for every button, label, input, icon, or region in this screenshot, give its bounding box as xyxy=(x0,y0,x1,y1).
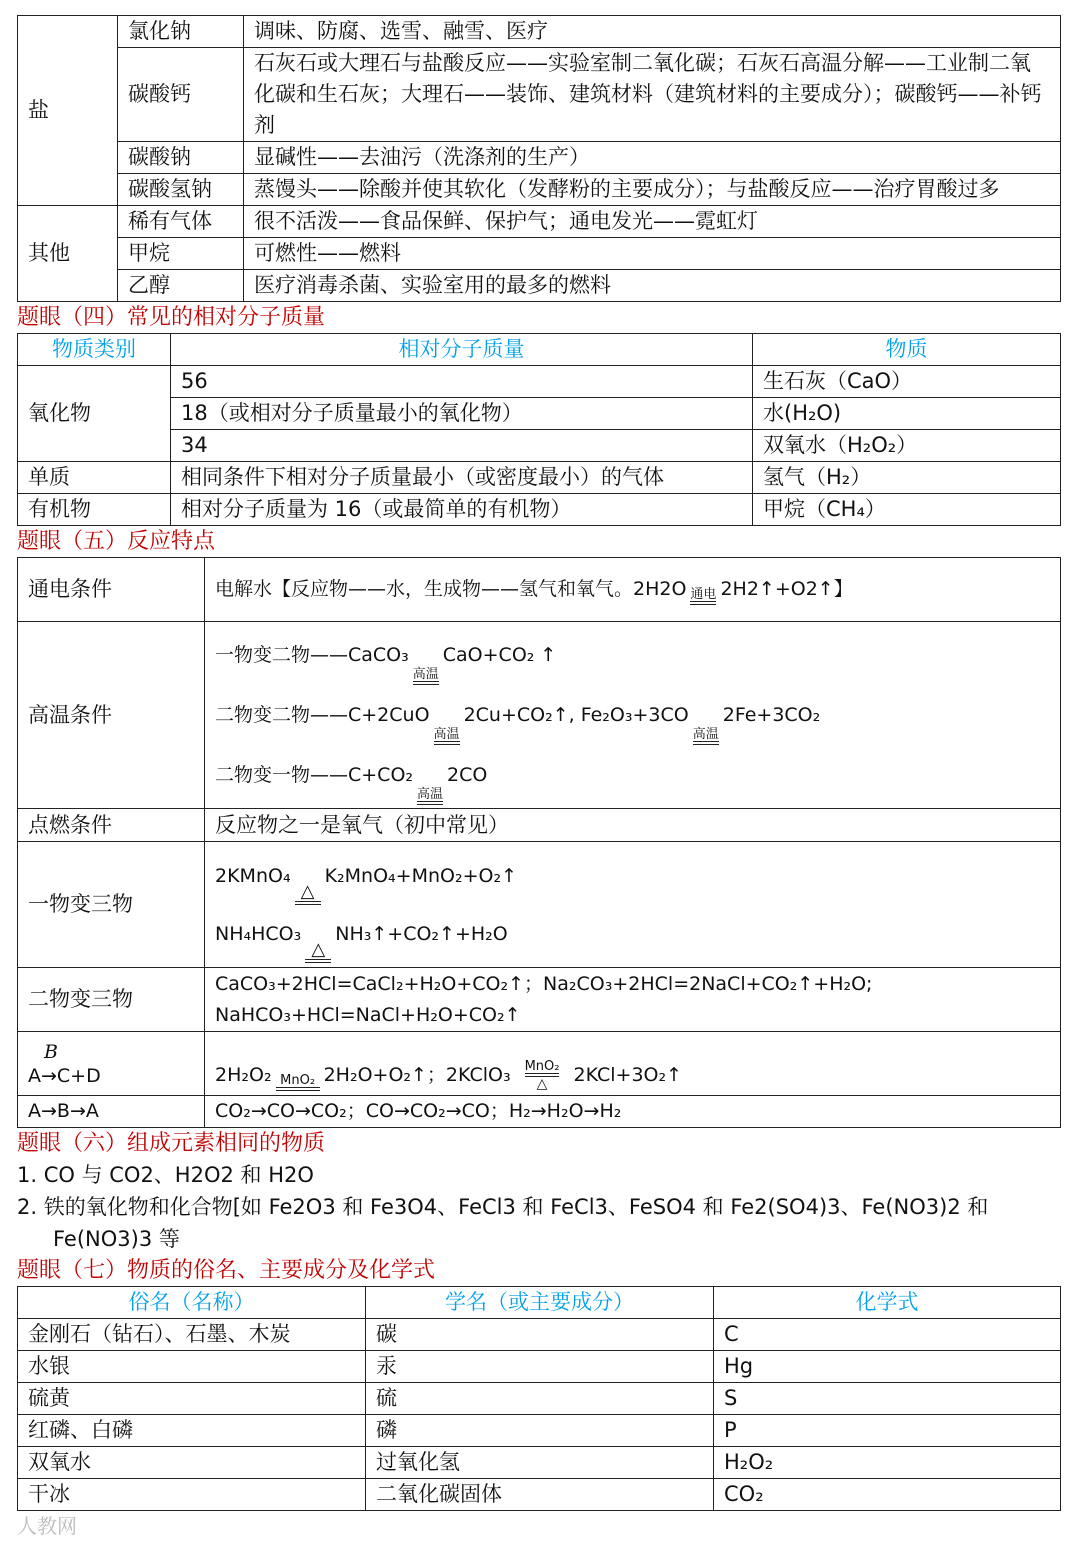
eq: 2KCl+3O₂↑ xyxy=(573,1064,683,1086)
substance: 氢气（H₂） xyxy=(753,462,1061,494)
eq: 二物变二物——C+2CuO xyxy=(215,704,430,726)
eq: 2Cu+CO₂↑, Fe₂O₃+3CO xyxy=(463,704,689,726)
condition-mark xyxy=(525,1060,560,1091)
cond: △ xyxy=(311,938,326,960)
condition-mark xyxy=(690,588,716,605)
cond: 高温 xyxy=(433,727,460,742)
desc: 反应物之一是氧气（初中常见） xyxy=(205,809,1061,842)
cell: 硫黄 xyxy=(18,1383,366,1415)
condition-label: 高温条件 xyxy=(18,622,205,809)
cond: 高温 xyxy=(417,787,444,802)
eq: 一物变二物——CaCO₃ xyxy=(215,644,409,666)
mass: 18（或相对分子质量最小的氧化物） xyxy=(171,398,753,430)
header: 物质 xyxy=(753,334,1061,366)
mass: 相对分子质量为 16（或最简单的有机物） xyxy=(171,494,753,526)
condition-label: 点燃条件 xyxy=(18,809,205,842)
cell: 碳 xyxy=(366,1319,714,1351)
cond: MnO₂ xyxy=(280,1073,316,1088)
cell: C xyxy=(714,1319,1061,1351)
cell: CO₂ xyxy=(714,1479,1061,1511)
eq: 2CO xyxy=(447,764,488,786)
header: 学名（或主要成分） xyxy=(366,1287,714,1319)
substance: 稀有气体 xyxy=(118,206,244,238)
category: 有机物 xyxy=(18,494,171,526)
cell: P xyxy=(714,1415,1061,1447)
cell: 过氧化氢 xyxy=(366,1447,714,1479)
header: 物质类别 xyxy=(18,334,171,366)
cond: 通电 xyxy=(690,587,717,602)
list-item: 1. CO 与 CO2、H2O2 和 H2O xyxy=(17,1163,314,1187)
eq: CaO+CO₂ ↑ xyxy=(442,644,557,666)
mass: 56 xyxy=(171,366,753,398)
substance: 氯化钠 xyxy=(118,16,244,48)
condition-mark xyxy=(305,938,331,963)
mass: 34 xyxy=(171,430,753,462)
cond: MnO₂ xyxy=(524,1059,560,1074)
substance: 乙醇 xyxy=(118,270,244,302)
use: 调味、防腐、选雪、融雪、医疗 xyxy=(244,16,1061,48)
substance: 碳酸钙 xyxy=(118,48,244,142)
cell: 红磷、白磷 xyxy=(18,1415,366,1447)
condition-mark xyxy=(693,728,719,745)
category: 单质 xyxy=(18,462,171,494)
condition-label: 二物变三物 xyxy=(18,968,205,1032)
mass: 相同条件下相对分子质量最小（或密度最小）的气体 xyxy=(171,462,753,494)
condition-label: 一物变三物 xyxy=(18,842,205,968)
cond: 高温 xyxy=(412,667,439,682)
substance: 生石灰（CaO） xyxy=(753,366,1061,398)
cond: 高温 xyxy=(692,727,719,742)
header: 化学式 xyxy=(714,1287,1061,1319)
condition-mark xyxy=(434,728,460,745)
condition-mark xyxy=(417,788,443,805)
header: 俗名（名称） xyxy=(18,1287,366,1319)
section-heading-6: 题眼（六）组成元素相同的物质 xyxy=(17,1131,326,1156)
cell: 干冰 xyxy=(18,1479,366,1511)
eq: CO₂→CO→CO₂；CO→CO₂→CO；H₂→H₂O→H₂ xyxy=(205,1096,1061,1128)
section-heading-7: 题眼（七）物质的俗名、主要成分及化学式 xyxy=(17,1258,436,1283)
substance: 双氧水（H₂O₂） xyxy=(753,430,1061,462)
section-heading-5: 题眼（五）反应特点 xyxy=(17,529,216,554)
substance: 甲烷（CH₄） xyxy=(753,494,1061,526)
use: 石灰石或大理石与盐酸反应——实验室制二氧化碳；石灰石高温分解——工业制二氧化碳和生石灰；大理石——装饰、建筑材料（建筑材料的主要成分）；碳酸钙——补钙剂 xyxy=(244,48,1061,142)
eq: NH₄HCO₃ xyxy=(215,922,302,945)
eq: 2H2↑+O2↑】 xyxy=(720,578,853,600)
reaction-table xyxy=(17,557,1061,1128)
cell: 水银 xyxy=(18,1351,366,1383)
use: 医疗消毒杀菌、实验室用的最多的燃料 xyxy=(244,270,1061,302)
section-heading-4: 题眼（四）常见的相对分子质量 xyxy=(17,305,326,330)
cell: 硫 xyxy=(366,1383,714,1415)
condition-label: 通电条件 xyxy=(18,558,205,622)
cond: △ xyxy=(536,1076,548,1092)
common-names-table xyxy=(17,1286,1061,1511)
eq: 二物变一物——C+CO₂ xyxy=(215,764,414,786)
eq: NaHCO₃+HCl=NaCl+H₂O+CO₂↑ xyxy=(215,1003,521,1026)
eq: 2H₂O+O₂↑；2KClO₃ xyxy=(323,1064,511,1086)
molecular-mass-table xyxy=(17,333,1061,526)
cell: S xyxy=(714,1383,1061,1415)
cell: 二氧化碳固体 xyxy=(366,1479,714,1511)
eq: 2Fe+3CO₂ xyxy=(722,704,821,726)
condition-mark xyxy=(413,668,439,685)
eq: K₂MnO₄+MnO₂+O₂↑ xyxy=(324,864,517,887)
cell: 双氧水 xyxy=(18,1447,366,1479)
condition-label: A→B→A xyxy=(18,1096,205,1128)
condition-mark xyxy=(276,1074,320,1091)
category-other: 其他 xyxy=(18,206,118,302)
eq: 2H₂O₂ xyxy=(215,1064,272,1086)
use: 蒸馒头——除酸并使其软化（发酵粉的主要成分）；与盐酸反应——治疗胃酸过多 xyxy=(244,174,1061,206)
eq: 2KMnO₄ xyxy=(215,864,291,887)
condition-label: A→C+D xyxy=(28,1064,101,1087)
condition-mark xyxy=(295,880,321,905)
substance: 水(H₂O) xyxy=(753,398,1061,430)
use: 很不活泼——食品保鲜、保护气；通电发光——霓虹灯 xyxy=(244,206,1061,238)
cell: H₂O₂ xyxy=(714,1447,1061,1479)
substance: 甲烷 xyxy=(118,238,244,270)
list-item: 2. 铁的氧化物和化合物[如 Fe2O3 和 Fe3O4、FeCl3 和 FeCl3、FeSO4 和 Fe2(SO4)3、Fe(NO3)2 和 Fe(NO3)3 等 xyxy=(17,1195,989,1251)
cond: △ xyxy=(300,880,315,902)
label-top: B xyxy=(44,1040,58,1063)
watermark: 人教网 xyxy=(17,1514,77,1538)
cell: 磷 xyxy=(366,1415,714,1447)
header: 相对分子质量 xyxy=(171,334,753,366)
eq: NH₃↑+CO₂↑+H₂O xyxy=(335,922,508,945)
eq: CaCO₃+2HCl=CaCl₂+H₂O+CO₂↑；Na₂CO₃+2HCl=2NaCl+CO₂↑+H₂O; xyxy=(215,972,873,995)
use: 可燃性——燃料 xyxy=(244,238,1061,270)
category-oxide: 氧化物 xyxy=(18,366,171,462)
substance: 碳酸钠 xyxy=(118,142,244,174)
substance: 碳酸氢钠 xyxy=(118,174,244,206)
eq: 电解水【反应物——水，生成物——氢气和氧气。2H2O xyxy=(215,578,687,600)
cell: 金刚石（钻石）、石墨、木炭 xyxy=(18,1319,366,1351)
use: 显碱性——去油污（洗涤剂的生产） xyxy=(244,142,1061,174)
category-salt: 盐 xyxy=(18,16,118,206)
cell: 汞 xyxy=(366,1351,714,1383)
cell: Hg xyxy=(714,1351,1061,1383)
uses-table xyxy=(17,15,1061,302)
